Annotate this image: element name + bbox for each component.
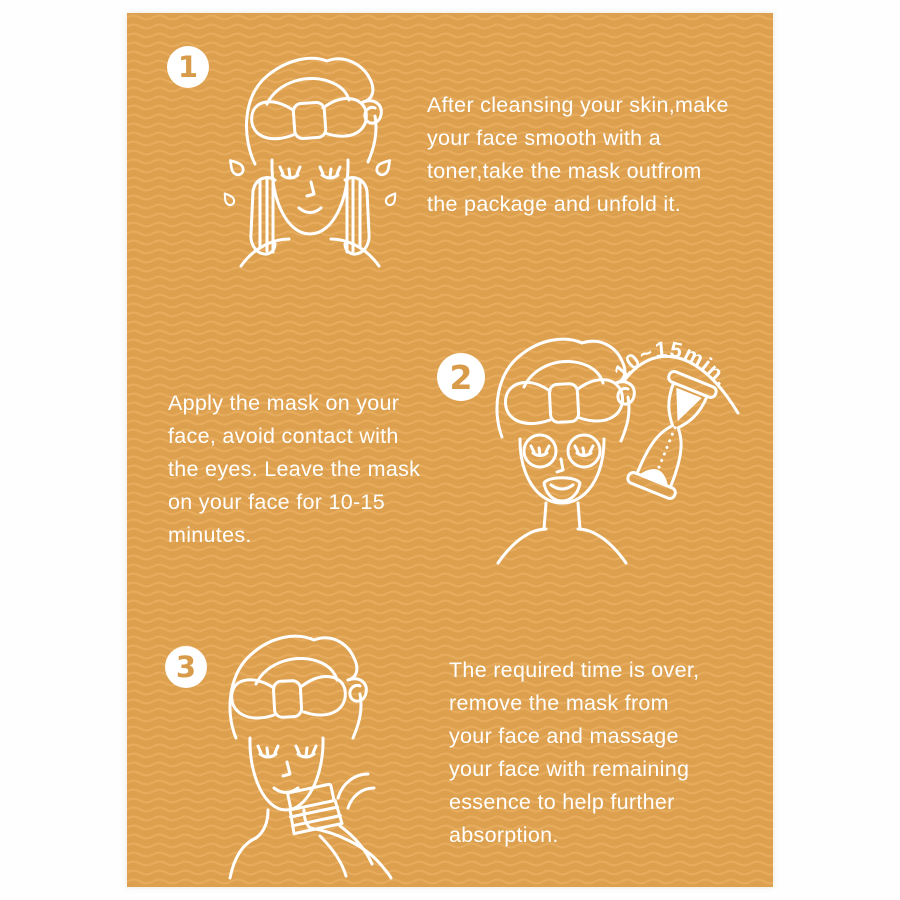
face-icon (272, 160, 348, 234)
illustration-removing-mask (220, 630, 435, 878)
step-2-badge (437, 353, 485, 401)
motion-lines-icon (338, 774, 374, 808)
instruction-line: the eyes. Leave the mask (168, 457, 421, 481)
instruction-line: face, avoid contact with (168, 424, 399, 448)
instruction-line: your face and massage (449, 724, 679, 748)
step-1-number: 1 (177, 50, 199, 84)
instruction-line: essence to help further (449, 790, 675, 814)
instruction-line: toner,take the mask outfrom (427, 159, 702, 183)
mask-face-icon (520, 435, 604, 503)
instruction-line: absorption. (449, 823, 559, 847)
step-2-text (168, 387, 420, 552)
instruction-line: your face smooth with a (427, 126, 661, 150)
step-2-number: 2 (449, 357, 473, 397)
duration-label: 10~15min. (609, 337, 735, 392)
step-3-number: 3 (175, 650, 197, 684)
face-icon (250, 738, 323, 810)
hair-icon (230, 636, 366, 738)
instruction-line: minutes. (168, 523, 252, 547)
neck-shoulders-icon (498, 503, 626, 563)
hair-icon (497, 339, 634, 441)
illustration-mask-on-face (490, 335, 750, 570)
instruction-line: Apply the mask on your (168, 391, 400, 415)
bow-icon (252, 99, 367, 139)
step-3-text (449, 654, 699, 852)
step-3-badge (165, 646, 207, 688)
hourglass-icon (626, 370, 717, 500)
neck-shoulders-icon (230, 810, 391, 878)
step-1-badge (167, 46, 209, 88)
bow-icon (232, 677, 346, 718)
instruction-card (127, 13, 773, 887)
instruction-line: The required time is over, (449, 658, 700, 682)
step-1-text (427, 89, 729, 221)
instruction-line: your face with remaining (449, 757, 690, 781)
instruction-line: on your face for 10-15 (168, 490, 385, 514)
illustration-cleansing-face (215, 48, 405, 268)
instruction-line: After cleansing your skin,make (427, 93, 729, 117)
instruction-line: the package and unfold it. (427, 192, 682, 216)
hair-icon (246, 58, 381, 164)
folded-mask-icon (286, 783, 342, 833)
instruction-line: remove the mask from (449, 691, 669, 715)
